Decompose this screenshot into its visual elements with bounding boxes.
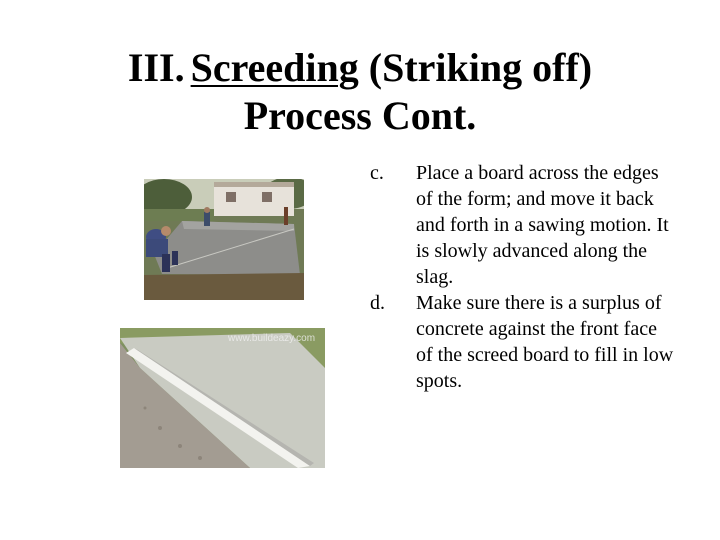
slide-title [0, 44, 720, 140]
title-numeral: III. [127, 45, 185, 90]
list-marker: c. [370, 162, 384, 184]
screed-board-concrete-photo [120, 328, 325, 468]
title-line-2: Process Cont. [243, 93, 477, 138]
title-line-1 [0, 44, 720, 92]
workers-screeding-slab-photo [144, 179, 304, 300]
list-marker: d. [370, 292, 385, 314]
list-item [362, 290, 682, 394]
title-subtitle: (Striking off) [358, 45, 593, 90]
image-watermark: www.buildeazy.com [228, 333, 316, 344]
list-item [362, 160, 682, 290]
bullet-list [362, 160, 682, 394]
list-item-text: Place a board across the edges of the form; and move it back and forth in a sawing motion. It is slowly advanced along the slag. [416, 162, 669, 288]
list-item-text: Make sure there is a surplus of concrete against the front face of the screed board to fill in low spots. [416, 292, 674, 392]
title-keyword: Screeding [190, 45, 359, 90]
